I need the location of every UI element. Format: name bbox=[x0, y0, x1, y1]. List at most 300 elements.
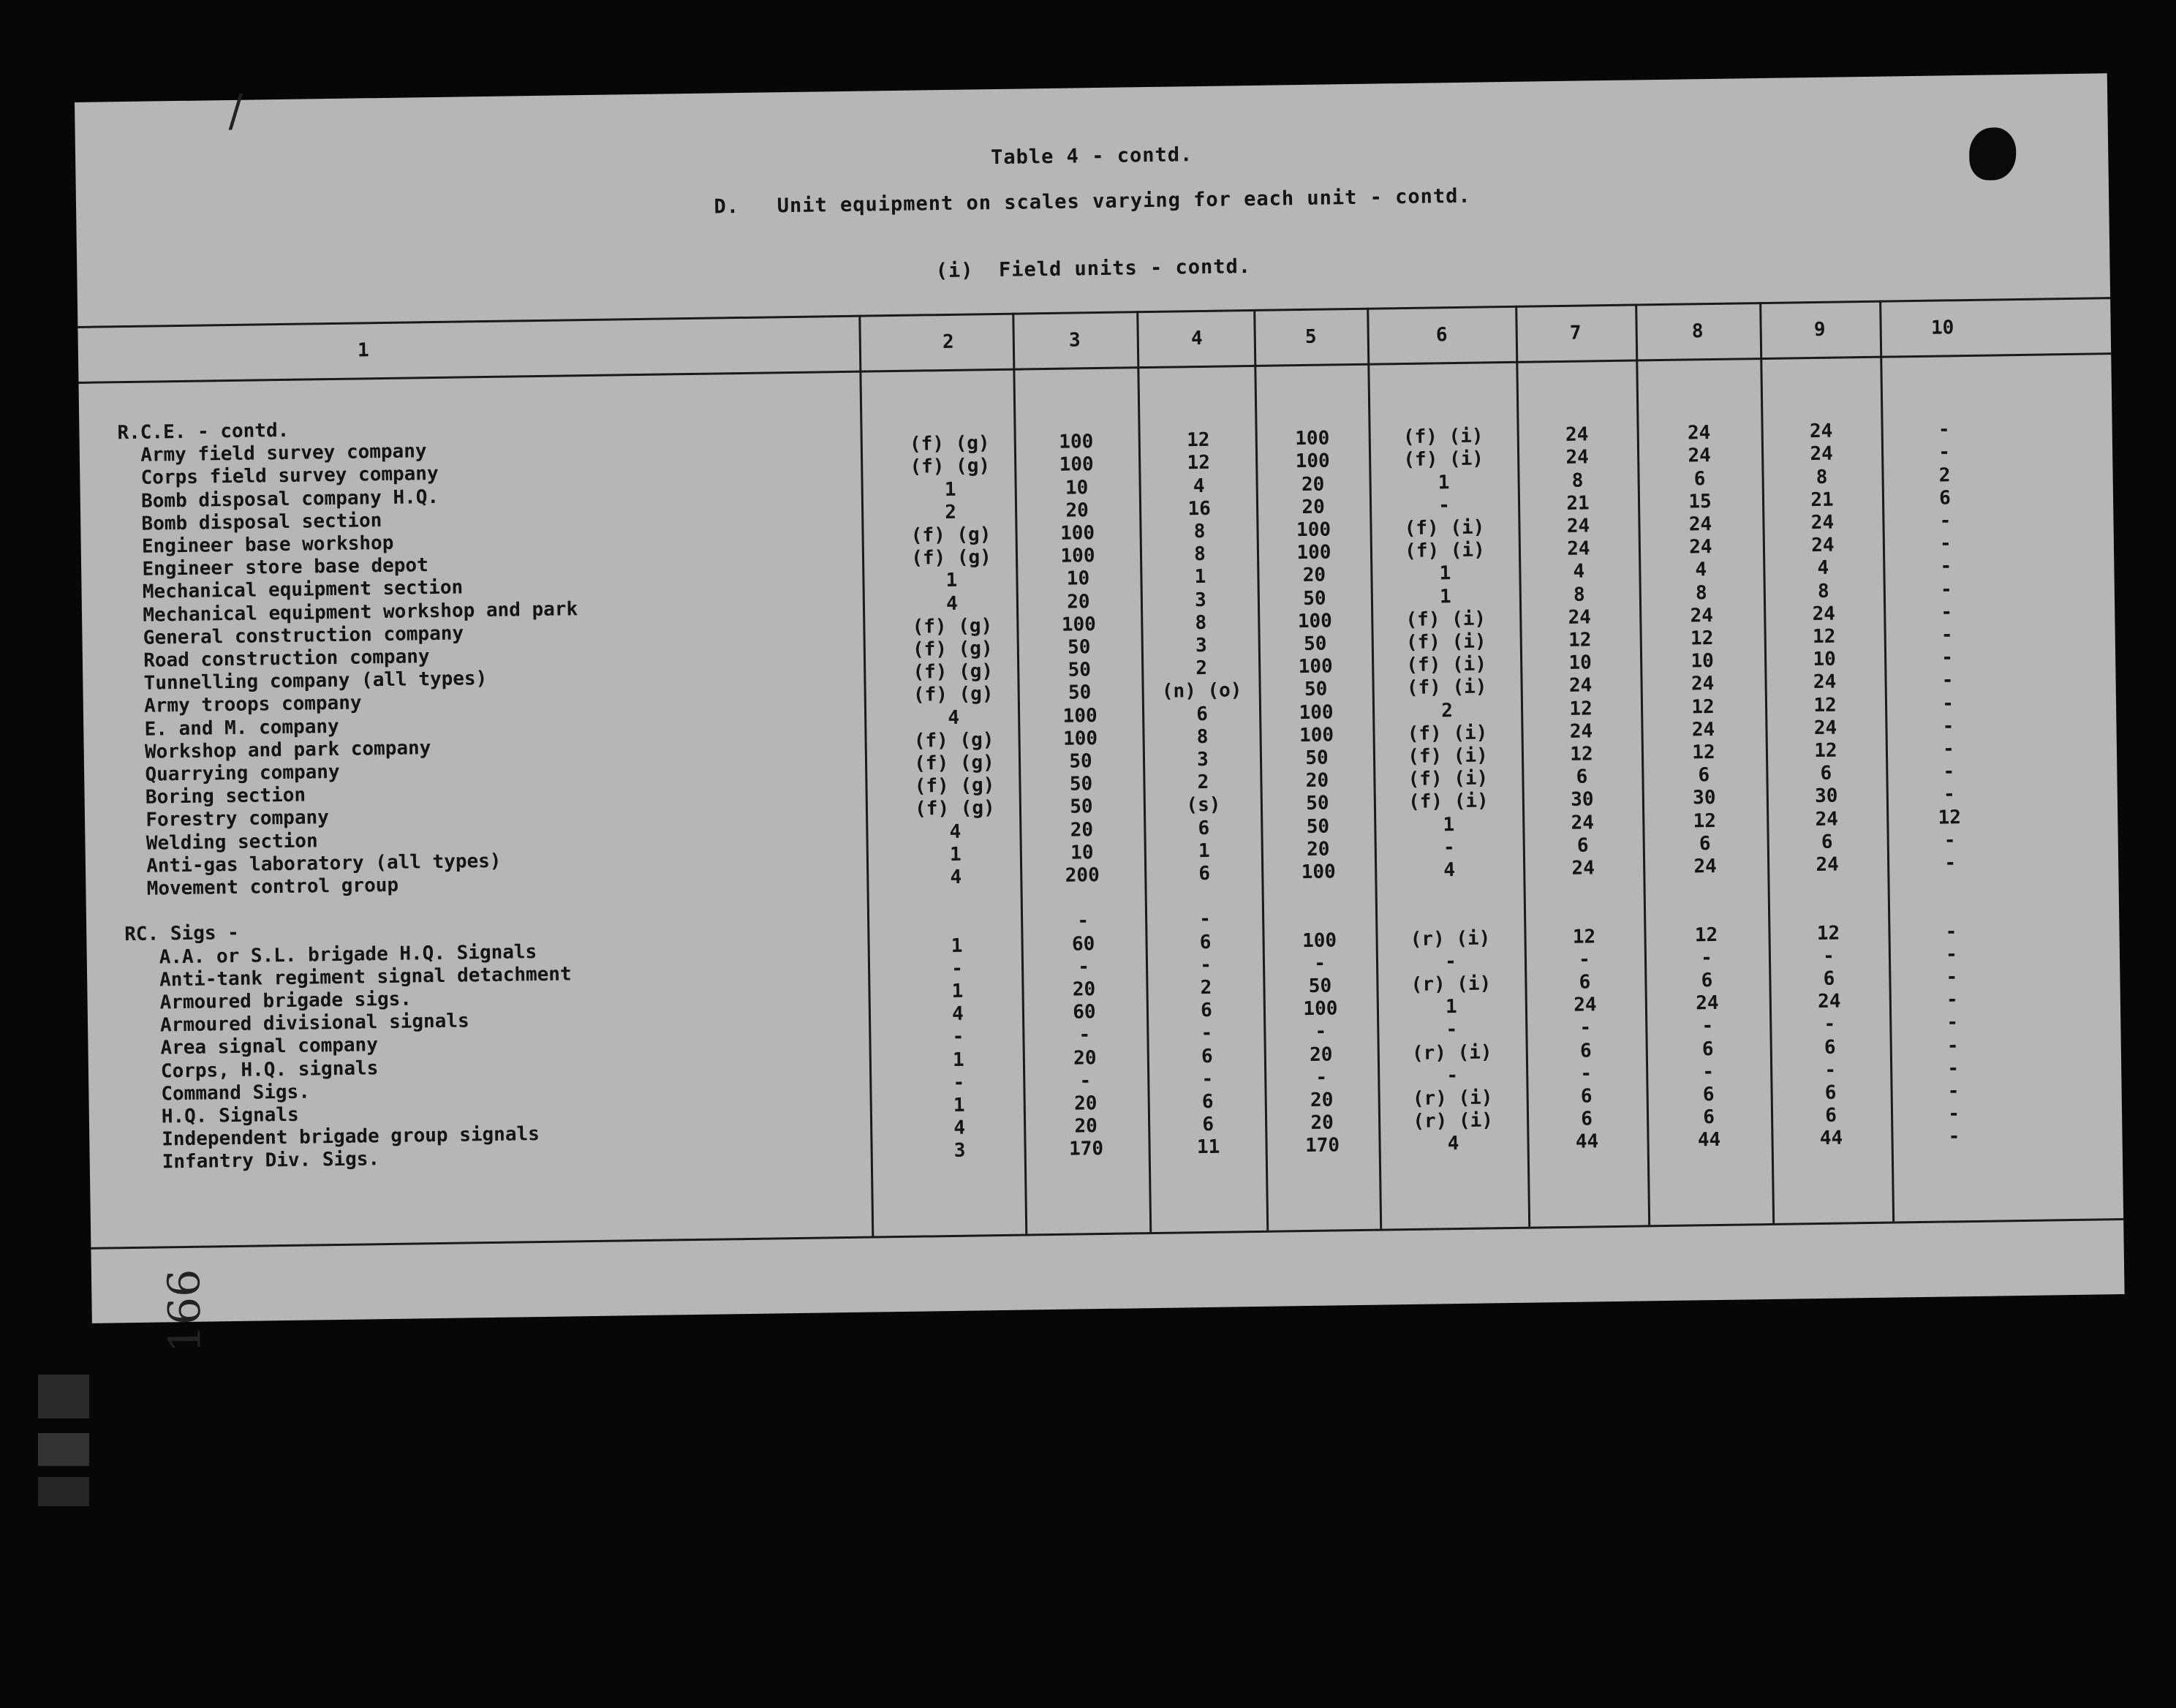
value-cell: 3 bbox=[1196, 748, 1209, 771]
value-cell: (r) (i) bbox=[1411, 1040, 1492, 1065]
unit-name-cell: Infantry Div. Sigs. bbox=[127, 1148, 380, 1174]
value-cell: 50 bbox=[1303, 587, 1326, 610]
value-cell: - bbox=[1943, 783, 1955, 806]
unit-name-cell: Anti-tank regiment signal detachment bbox=[124, 963, 572, 991]
value-cell: 4 bbox=[945, 592, 958, 615]
unit-name-cell: Independent brigade group signals bbox=[127, 1123, 540, 1152]
value-cell: 15 bbox=[1688, 490, 1712, 513]
value-cell: 12 bbox=[1569, 697, 1593, 720]
value-cell: - bbox=[1701, 1015, 1714, 1038]
value-cell: 24 bbox=[1688, 513, 1712, 536]
value-cell: 20 bbox=[1306, 838, 1330, 861]
unit-name-cell: Bomb disposal section bbox=[118, 509, 382, 535]
value-cell: 1 bbox=[951, 980, 964, 1002]
value-cell: 3 bbox=[953, 1140, 966, 1163]
value-cell: 20 bbox=[1310, 1111, 1334, 1135]
value-cell: 6 bbox=[1699, 832, 1711, 855]
value-cell: - bbox=[1313, 952, 1326, 975]
value-cell: 20 bbox=[1070, 818, 1094, 842]
value-cell: - bbox=[1941, 669, 1954, 692]
document-page bbox=[75, 73, 2125, 1353]
value-cell: - bbox=[1938, 441, 1951, 464]
value-cell: 100 bbox=[1295, 450, 1330, 473]
value-cell: 1 bbox=[1445, 996, 1457, 1019]
value-cell: 6 bbox=[1199, 931, 1212, 953]
value-cell: 6 bbox=[1198, 862, 1211, 885]
unit-name-cell: Bomb disposal company H.Q. bbox=[118, 485, 439, 513]
value-cell: 2 bbox=[1195, 657, 1208, 680]
value-cell: 6 bbox=[1201, 1090, 1214, 1114]
value-cell: - bbox=[1077, 910, 1089, 932]
unit-name-cell: Armoured brigade sigs. bbox=[125, 988, 412, 1015]
unit-name-cell: E. and M. company bbox=[121, 715, 339, 741]
value-cell: - bbox=[1946, 989, 1958, 1011]
value-cell: 50 bbox=[1304, 678, 1328, 701]
value-cell: (f) (g) bbox=[914, 797, 995, 821]
value-cell: 12 bbox=[1186, 429, 1210, 452]
value-cell: 12 bbox=[1816, 922, 1840, 945]
value-cell: (f) (g) bbox=[911, 546, 992, 570]
value-cell: 100 bbox=[1303, 997, 1338, 1021]
value-cell: 24 bbox=[1810, 511, 1835, 534]
value-cell: 20 bbox=[1305, 769, 1329, 793]
value-cell: 2 bbox=[1197, 771, 1209, 794]
value-cell: - bbox=[1438, 494, 1451, 517]
value-cell: - bbox=[1946, 966, 1958, 989]
value-cell: 24 bbox=[1567, 537, 1590, 561]
unit-name-cell: Forestry company bbox=[122, 806, 330, 832]
value-cell: 4 bbox=[949, 820, 962, 843]
value-cell: 100 bbox=[1298, 655, 1333, 679]
value-cell: 10 bbox=[1065, 476, 1089, 499]
unit-name-cell: Road construction company bbox=[120, 646, 430, 673]
value-cell: 6 bbox=[1196, 703, 1209, 725]
value-cell: 20 bbox=[1073, 1046, 1097, 1070]
column-number: 1 bbox=[357, 339, 369, 362]
value-cell: 24 bbox=[1690, 673, 1715, 695]
value-cell: 20 bbox=[1074, 1115, 1098, 1138]
value-cell: 50 bbox=[1069, 773, 1093, 796]
value-cell: 12 bbox=[1812, 625, 1836, 649]
value-cell: 6 bbox=[1821, 831, 1833, 853]
value-cell: 50 bbox=[1068, 681, 1092, 705]
value-cell: 100 bbox=[1062, 704, 1098, 728]
value-cell: 30 bbox=[1814, 785, 1838, 808]
value-cell: - bbox=[1700, 946, 1713, 970]
column-number: 9 bbox=[1813, 318, 1826, 341]
value-cell: 4 bbox=[951, 1002, 964, 1026]
value-cell: 24 bbox=[1566, 515, 1590, 537]
value-cell: 100 bbox=[1299, 724, 1334, 747]
corner-mark: / bbox=[227, 85, 243, 137]
value-cell: (f) (i) bbox=[1404, 516, 1485, 540]
value-cell: - bbox=[953, 1071, 965, 1094]
value-cell: 24 bbox=[1695, 992, 1719, 1015]
value-cell: 170 bbox=[1068, 1138, 1104, 1161]
value-cell: 1 bbox=[953, 1094, 965, 1116]
value-cell: (f) (g) bbox=[910, 524, 991, 547]
value-cell: 6 bbox=[1579, 971, 1591, 994]
unit-name-cell: General construction company bbox=[120, 622, 464, 649]
value-cell: 24 bbox=[1690, 604, 1714, 627]
value-cell: - bbox=[1942, 715, 1954, 738]
value-cell: 3 bbox=[1194, 589, 1206, 611]
value-cell: 44 bbox=[1819, 1127, 1843, 1150]
value-cell: 24 bbox=[1568, 674, 1593, 698]
value-cell: (s) bbox=[1186, 794, 1221, 817]
unit-name-cell: Command Sigs. bbox=[126, 1081, 311, 1106]
section-title: D. Unit equipment on scales varying for each unit - contd. bbox=[714, 184, 1471, 219]
value-cell: 8 bbox=[1695, 581, 1707, 604]
unit-name-cell: Movement control group bbox=[124, 874, 399, 901]
value-cell: (f) (i) bbox=[1404, 539, 1485, 563]
value-cell: - bbox=[1941, 646, 1954, 669]
value-cell: 200 bbox=[1065, 864, 1100, 887]
value-cell: 100 bbox=[1296, 518, 1331, 542]
value-cell: 1 bbox=[1443, 813, 1455, 836]
value-cell: 20 bbox=[1310, 1089, 1334, 1111]
handwritten-page-number: 166 bbox=[159, 1269, 211, 1353]
value-cell: - bbox=[1945, 920, 1957, 943]
subsection-title: (i) Field units - contd. bbox=[935, 254, 1252, 283]
value-cell: 8 bbox=[1193, 543, 1206, 566]
value-cell: 24 bbox=[1565, 446, 1590, 469]
value-cell: 60 bbox=[1073, 1001, 1096, 1024]
value-cell: 170 bbox=[1304, 1134, 1340, 1157]
value-cell: 1 bbox=[951, 934, 963, 957]
value-cell: - bbox=[1940, 578, 1952, 601]
column-number: 6 bbox=[1435, 324, 1448, 347]
value-cell: 50 bbox=[1306, 815, 1330, 838]
value-cell: 50 bbox=[1306, 792, 1329, 815]
column-number: 2 bbox=[942, 330, 954, 354]
value-cell: - bbox=[1944, 852, 1957, 874]
value-cell: - bbox=[1947, 1080, 1960, 1103]
value-cell: 6 bbox=[1825, 1104, 1837, 1127]
value-cell: 24 bbox=[1817, 990, 1841, 1013]
value-cell: 4 bbox=[1573, 560, 1585, 583]
value-cell: 6 bbox=[1824, 1081, 1837, 1104]
value-cell: 6 bbox=[1820, 762, 1832, 785]
value-cell: 24 bbox=[1565, 423, 1589, 447]
value-cell: 24 bbox=[1693, 855, 1718, 878]
value-cell: - bbox=[1315, 1021, 1327, 1043]
value-cell: 6 bbox=[1824, 1036, 1836, 1059]
value-cell: 24 bbox=[1569, 720, 1593, 743]
unit-name-cell: Mechanical equipment section bbox=[119, 576, 464, 604]
value-cell: 10 bbox=[1568, 651, 1593, 675]
value-cell: 21 bbox=[1566, 492, 1590, 515]
value-cell: (f) (g) bbox=[914, 752, 995, 775]
value-cell: 100 bbox=[1059, 431, 1094, 453]
value-cell: 1 bbox=[1439, 562, 1451, 585]
column-number: 8 bbox=[1691, 320, 1704, 343]
unit-name-cell: Engineer store base depot bbox=[118, 554, 428, 581]
value-cell: - bbox=[1580, 1062, 1593, 1085]
value-cell: - bbox=[1941, 692, 1954, 715]
value-cell: 6 bbox=[1693, 467, 1706, 490]
value-cell: 6 bbox=[1200, 1000, 1212, 1022]
value-cell: - bbox=[1199, 908, 1212, 931]
value-cell: 6 bbox=[1703, 1106, 1715, 1129]
value-cell: 20 bbox=[1302, 496, 1325, 518]
unit-name-cell: H.Q. Signals bbox=[126, 1103, 299, 1129]
value-cell: 1 bbox=[1194, 566, 1206, 589]
unit-name-cell: Armoured divisional signals bbox=[125, 1010, 469, 1038]
value-cell: - bbox=[1443, 836, 1455, 859]
value-cell: 12 bbox=[1814, 739, 1837, 763]
value-cell: 24 bbox=[1816, 853, 1840, 877]
unit-name-cell: Corps, H.Q. signals bbox=[126, 1057, 379, 1083]
table-top-rule bbox=[78, 297, 2110, 328]
value-cell: 3 bbox=[1195, 634, 1207, 657]
value-cell: - bbox=[1939, 532, 1952, 555]
value-cell: 20 bbox=[1073, 1092, 1098, 1115]
value-cell: 1 bbox=[945, 570, 958, 592]
value-cell: - bbox=[1201, 1068, 1214, 1090]
value-cell: 2 bbox=[1938, 464, 1951, 487]
value-cell: 21 bbox=[1810, 488, 1834, 511]
value-cell: (f) (i) bbox=[1402, 425, 1484, 449]
value-cell: 100 bbox=[1295, 427, 1330, 450]
value-cell: - bbox=[1702, 1060, 1715, 1084]
value-cell: 60 bbox=[1071, 932, 1095, 956]
value-cell: 6 bbox=[1823, 967, 1835, 990]
value-cell: 30 bbox=[1692, 787, 1716, 809]
value-cell: 4 bbox=[1817, 557, 1829, 580]
value-cell: (f) (i) bbox=[1405, 630, 1486, 654]
value-cell: 12 bbox=[1690, 627, 1714, 650]
value-cell: - bbox=[1315, 1066, 1328, 1089]
value-cell: 12 bbox=[1568, 629, 1592, 651]
column-number: 5 bbox=[1304, 325, 1317, 348]
unit-name-cell: Anti-gas laboratory (all types) bbox=[123, 850, 502, 877]
value-cell: 24 bbox=[1571, 857, 1595, 880]
unit-name-cell: Mechanical equipment workshop and park bbox=[119, 597, 578, 627]
unit-name-cell: Army field survey company bbox=[117, 440, 427, 467]
value-cell: 30 bbox=[1570, 788, 1594, 812]
header-rule bbox=[78, 352, 2111, 384]
value-cell: 11 bbox=[1196, 1136, 1220, 1159]
value-cell: (f) (i) bbox=[1407, 744, 1488, 768]
value-cell: 6 bbox=[1579, 1040, 1592, 1062]
value-cell: 2 bbox=[1200, 976, 1212, 1000]
value-cell: 2 bbox=[1441, 699, 1454, 722]
value-cell: - bbox=[1941, 624, 1953, 646]
value-cell: - bbox=[1078, 956, 1090, 978]
value-cell: - bbox=[1939, 510, 1952, 532]
value-cell: 10 bbox=[1813, 648, 1837, 671]
value-cell: 24 bbox=[1574, 994, 1597, 1016]
value-cell: 50 bbox=[1308, 975, 1332, 997]
value-cell: 100 bbox=[1059, 522, 1095, 545]
value-cell: (f) (i) bbox=[1407, 722, 1488, 745]
value-cell: 8 bbox=[1195, 611, 1207, 634]
value-cell: 10 bbox=[1690, 650, 1715, 673]
value-cell: - bbox=[1578, 948, 1591, 971]
value-cell: 1 bbox=[949, 843, 962, 866]
unit-name-cell: Engineer base workshop bbox=[118, 532, 394, 559]
value-cell: (r) (i) bbox=[1410, 927, 1491, 951]
value-cell: 24 bbox=[1689, 536, 1712, 559]
value-cell: 100 bbox=[1297, 610, 1333, 632]
value-cell: 1 bbox=[952, 1048, 964, 1071]
value-cell: 1 bbox=[1438, 471, 1450, 494]
value-cell: 8 bbox=[1196, 725, 1209, 748]
value-cell: 12 bbox=[1692, 741, 1715, 764]
value-cell: 12 bbox=[1570, 743, 1593, 766]
value-cell: 44 bbox=[1575, 1130, 1599, 1154]
unit-name-cell: RC. Sigs - bbox=[124, 922, 240, 946]
value-cell: - bbox=[1822, 945, 1835, 967]
value-cell: - bbox=[1945, 943, 1957, 966]
value-cell: 8 bbox=[1571, 469, 1584, 492]
value-cell: - bbox=[1942, 738, 1954, 760]
value-cell: - bbox=[1941, 601, 1953, 624]
value-cell: - bbox=[1824, 1059, 1837, 1081]
value-cell: (f) (i) bbox=[1408, 767, 1489, 791]
value-cell: - bbox=[1446, 1064, 1459, 1087]
value-cell: - bbox=[1947, 1057, 1960, 1080]
value-cell: 12 bbox=[1693, 809, 1717, 833]
value-cell: - bbox=[1948, 1103, 1960, 1125]
value-cell: (f) (g) bbox=[909, 432, 990, 456]
value-cell: 24 bbox=[1687, 422, 1711, 445]
value-cell: (n) (o) bbox=[1161, 679, 1242, 703]
table-bottom-rule bbox=[91, 1218, 2123, 1250]
value-cell: 12 bbox=[1813, 694, 1837, 717]
value-cell: (f) (g) bbox=[913, 660, 994, 684]
value-cell: - bbox=[951, 957, 964, 980]
unit-name-cell: A.A. or S.L. brigade H.Q. Signals bbox=[124, 940, 537, 969]
value-cell: 4 bbox=[948, 706, 960, 729]
column-number: 10 bbox=[1930, 317, 1954, 339]
value-cell: - bbox=[1201, 1022, 1213, 1045]
value-cell: 6 bbox=[1576, 766, 1588, 788]
value-cell: (f) (g) bbox=[913, 683, 994, 707]
value-cell: 12 bbox=[1187, 452, 1211, 475]
value-cell: 1 bbox=[944, 478, 956, 501]
value-cell: - bbox=[1946, 1034, 1959, 1057]
value-cell: 24 bbox=[1691, 718, 1715, 741]
value-cell: 24 bbox=[1815, 808, 1839, 831]
value-cell: 24 bbox=[1813, 717, 1837, 739]
value-cell: 4 bbox=[1193, 475, 1205, 497]
value-cell: - bbox=[952, 1026, 964, 1048]
value-cell: 12 bbox=[1691, 695, 1715, 719]
value-cell: - bbox=[1938, 418, 1950, 441]
value-cell: 100 bbox=[1061, 613, 1097, 636]
value-cell: 1 bbox=[1439, 585, 1451, 608]
value-cell: 8 bbox=[1193, 520, 1206, 543]
value-cell: 16 bbox=[1187, 497, 1211, 521]
column-number: 3 bbox=[1068, 329, 1081, 352]
value-cell: - bbox=[1943, 829, 1956, 852]
value-cell: (f) (g) bbox=[910, 455, 991, 479]
value-cell: 4 bbox=[1695, 559, 1707, 581]
value-cell: 4 bbox=[950, 866, 962, 888]
value-cell: (f) (i) bbox=[1408, 790, 1489, 814]
unit-name-cell: Boring section bbox=[122, 784, 306, 809]
unit-name-cell: Tunnelling company (all types) bbox=[121, 668, 488, 695]
value-cell: (f) (i) bbox=[1406, 653, 1487, 677]
value-cell: 20 bbox=[1301, 473, 1325, 496]
value-cell: - bbox=[1948, 1125, 1960, 1148]
value-cell: 12 bbox=[1694, 923, 1718, 946]
value-cell: - bbox=[1579, 1016, 1592, 1040]
value-cell: 10 bbox=[1066, 567, 1090, 591]
value-cell: 20 bbox=[1309, 1043, 1333, 1066]
value-cell: 2 bbox=[945, 501, 957, 524]
value-cell: 24 bbox=[1688, 445, 1712, 467]
value-cell: 24 bbox=[1568, 606, 1592, 629]
value-cell: 12 bbox=[1572, 925, 1596, 948]
value-cell: - bbox=[1446, 1019, 1458, 1041]
value-cell: (f) (i) bbox=[1406, 676, 1487, 700]
value-cell: 8 bbox=[1816, 466, 1828, 488]
value-cell: 50 bbox=[1070, 796, 1093, 819]
value-cell: 4 bbox=[1443, 859, 1456, 882]
value-cell: 24 bbox=[1810, 443, 1834, 466]
value-cell: - bbox=[1200, 953, 1212, 976]
value-cell: - bbox=[1444, 950, 1457, 973]
value-cell: 4 bbox=[953, 1116, 966, 1140]
value-cell: - bbox=[1824, 1013, 1836, 1036]
unit-name-cell: Army troops company bbox=[121, 692, 362, 718]
value-cell: 6 bbox=[1938, 487, 1952, 510]
value-cell: 6 bbox=[1702, 1084, 1715, 1106]
value-cell: 24 bbox=[1813, 670, 1837, 694]
value-cell: 6 bbox=[1581, 1108, 1593, 1130]
value-cell: 100 bbox=[1299, 701, 1334, 724]
value-cell: (f) (i) bbox=[1405, 608, 1486, 631]
unit-name-cell: Welding section bbox=[123, 829, 318, 855]
value-cell: 6 bbox=[1580, 1085, 1593, 1108]
value-cell: 100 bbox=[1062, 727, 1098, 750]
value-cell: 6 bbox=[1698, 764, 1710, 787]
value-cell: 6 bbox=[1198, 817, 1210, 839]
value-cell: 20 bbox=[1072, 978, 1096, 1001]
value-cell: 50 bbox=[1305, 747, 1329, 769]
value-cell: - bbox=[1946, 1011, 1959, 1034]
unit-name-cell: R.C.E. - contd. bbox=[117, 419, 290, 445]
value-cell: 20 bbox=[1067, 590, 1090, 613]
value-cell: 44 bbox=[1697, 1129, 1721, 1152]
unit-name-cell: Corps field survey company bbox=[118, 463, 439, 490]
value-cell: 50 bbox=[1067, 636, 1091, 659]
table-title: Table 4 - contd. bbox=[990, 143, 1193, 170]
column-number: 7 bbox=[1569, 322, 1582, 344]
value-cell: 1 bbox=[1198, 839, 1210, 862]
column-number: 4 bbox=[1190, 327, 1203, 350]
value-cell: 24 bbox=[1571, 811, 1595, 834]
value-cell: 100 bbox=[1059, 453, 1094, 477]
value-cell: 6 bbox=[1201, 1045, 1213, 1068]
value-cell: (f) (g) bbox=[912, 638, 993, 661]
value-cell: 100 bbox=[1296, 541, 1331, 564]
unit-name-cell: Workshop and park company bbox=[121, 736, 431, 763]
value-cell: 24 bbox=[1809, 420, 1833, 443]
value-cell: (r) (i) bbox=[1413, 1109, 1494, 1133]
value-cell: (f) (i) bbox=[1403, 447, 1484, 472]
value-cell: 20 bbox=[1302, 564, 1326, 587]
value-cell: (r) (i) bbox=[1412, 1087, 1493, 1110]
unit-name-cell: Quarrying company bbox=[121, 760, 340, 787]
value-cell: 6 bbox=[1576, 834, 1589, 857]
value-cell: 20 bbox=[1065, 499, 1089, 522]
value-cell: (r) (i) bbox=[1410, 972, 1492, 996]
value-cell: - bbox=[1940, 555, 1952, 578]
